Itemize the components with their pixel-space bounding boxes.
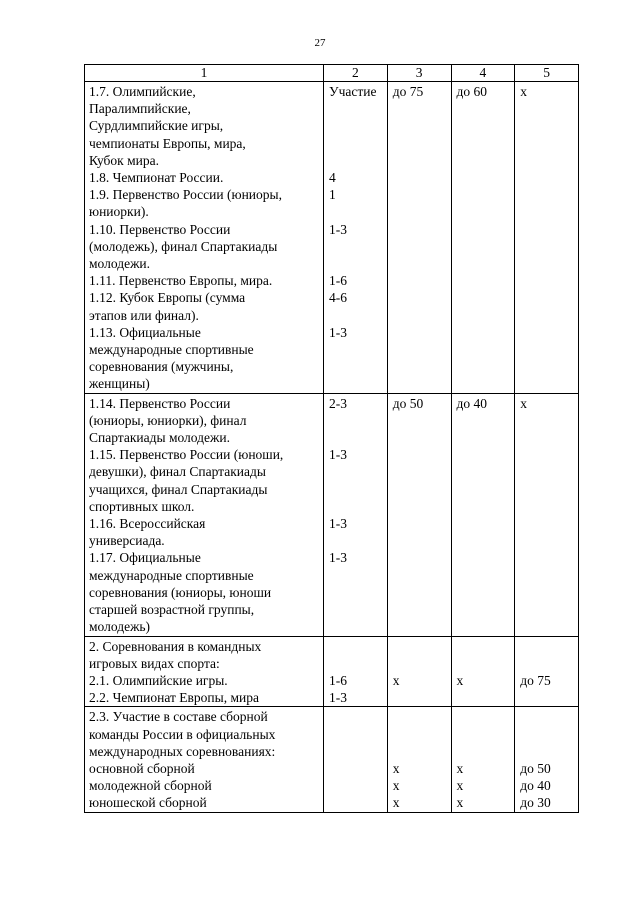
cell-line: команды России в официальных: [89, 726, 276, 742]
table-cell-col2: [324, 82, 388, 394]
cell-line: девушки), финал Спартакиады: [89, 464, 266, 480]
cell-line: женщины): [89, 376, 150, 392]
cell-line: [328, 117, 383, 134]
cell-line: 1.15. Первенство России (юноши,: [89, 447, 284, 463]
cell-line: универсиада.: [89, 533, 165, 549]
cell-line: 1-3: [329, 550, 348, 566]
cell-line: игровых видах спорта:: [89, 655, 220, 671]
table-cell-col3: [387, 636, 451, 707]
cell-line: [519, 726, 574, 743]
cell-line: [392, 743, 447, 760]
cell-line: молодежной сборной: [89, 778, 212, 794]
table-row: [85, 707, 579, 812]
cell-line: основной сборной: [89, 760, 195, 776]
cell-line: [328, 152, 383, 169]
table-cell-col1: [85, 636, 324, 707]
cell-line: 1.7. Олимпийские,: [89, 84, 196, 99]
cell-line: x: [392, 795, 400, 811]
cell-line: учащихся, финал Спартакиады: [89, 481, 268, 497]
cell-line: 1-3: [329, 324, 348, 340]
cell-line: до 40: [456, 395, 487, 411]
table-row: [85, 636, 579, 707]
cell-line: Кубок мира.: [89, 152, 159, 168]
table-cell-col4: [451, 82, 515, 394]
cell-line: x: [520, 84, 527, 99]
cell-line: до 40: [520, 778, 551, 794]
cell-line: (молодежь), финал Спартакиады: [89, 238, 278, 254]
table-cell-col4: [451, 393, 515, 636]
cell-line: [456, 708, 511, 725]
cell-line: чемпионаты Европы, мира,: [89, 135, 246, 151]
cell-line: 1-3: [329, 516, 348, 531]
cell-line: юниорки).: [89, 204, 149, 220]
table-cell-col3: [387, 82, 451, 394]
header-cell-5: 5: [515, 65, 579, 82]
cell-line: соревнования (мужчины,: [89, 359, 234, 375]
cell-line: [328, 567, 383, 584]
cell-line: спортивных школ.: [89, 498, 195, 514]
cell-line: 4: [329, 169, 336, 185]
cell-line: [328, 655, 383, 672]
cell-line: 1-6: [329, 672, 348, 688]
header-cell-3: 3: [387, 65, 451, 82]
cell-line: [328, 498, 383, 515]
cell-line: [328, 135, 383, 152]
table-cell-col5: [515, 393, 579, 636]
cell-line: 1.13. Официальные: [89, 324, 201, 340]
cell-line: [519, 708, 574, 725]
table-cell-col4: [451, 636, 515, 707]
cell-line: молодежь): [89, 619, 151, 635]
cell-line: x: [392, 672, 400, 688]
cell-line: Паралимпийские,: [89, 101, 191, 117]
cell-line: [328, 238, 383, 255]
cell-line: 4-6: [329, 290, 348, 306]
cell-line: 2.3. Участие в составе сборной: [89, 709, 268, 725]
cell-line: до 75: [520, 672, 551, 688]
page-number: 27: [314, 37, 326, 49]
cell-line: [328, 429, 383, 446]
cell-line: 1.9. Первенство России (юниоры,: [89, 187, 282, 203]
cell-line: этапов или финал).: [89, 307, 199, 323]
table-cell-col5: [515, 82, 579, 394]
cell-line: 2. Соревнования в командных: [89, 638, 262, 654]
cell-line: международных соревнованиях:: [89, 743, 276, 759]
table-cell-col1: [85, 82, 324, 394]
table-cell-col3: [387, 707, 451, 812]
header-row: [85, 65, 579, 82]
table-cell-col2: [324, 393, 388, 636]
cell-line: x: [392, 760, 400, 776]
cell-line: Спартакиады молодежи.: [89, 430, 230, 446]
cell-line: [519, 638, 574, 655]
cell-line: старшей возрастной группы,: [89, 602, 255, 618]
cell-line: x: [456, 672, 464, 688]
cell-line: [328, 255, 383, 272]
criteria-table: [84, 64, 579, 813]
header-cell-2: 2: [324, 65, 388, 82]
cell-line: 1.11. Первенство Европы, мира.: [89, 273, 273, 289]
cell-line: [328, 601, 383, 618]
cell-line: [328, 307, 383, 324]
table-cell-col5: [515, 636, 579, 707]
cell-line: x: [456, 778, 464, 794]
cell-line: [328, 463, 383, 480]
cell-line: до 30: [520, 795, 551, 811]
cell-line: 1-6: [329, 273, 348, 289]
table-cell-col1: [85, 393, 324, 636]
cell-line: международные спортивные: [89, 567, 254, 583]
cell-line: [328, 100, 383, 117]
cell-line: [328, 203, 383, 220]
cell-line: [392, 726, 447, 743]
cell-line: [328, 341, 383, 358]
cell-line: 1-3: [329, 447, 348, 463]
cell-line: до 75: [392, 84, 424, 99]
cell-line: [328, 375, 383, 392]
cell-line: [328, 618, 383, 635]
cell-line: [328, 412, 383, 429]
cell-line: 1.12. Кубок Европы (сумма: [89, 290, 246, 306]
cell-line: 1-3: [329, 221, 348, 237]
cell-line: [456, 726, 511, 743]
table-cell-col4: [451, 707, 515, 812]
cell-line: [392, 708, 447, 725]
table-cell-col3: [387, 393, 451, 636]
header-cell-1: 1: [85, 65, 324, 82]
cell-line: 1.10. Первенство России: [89, 221, 231, 237]
cell-line: [456, 655, 511, 672]
cell-line: [456, 638, 511, 655]
cell-line: Сурдлимпийские игры,: [89, 118, 224, 134]
cell-line: 1.16. Всероссийская: [89, 516, 206, 532]
cell-line: [519, 743, 574, 760]
cell-line: Участие: [329, 84, 377, 99]
cell-line: x: [520, 395, 527, 411]
cell-line: [328, 584, 383, 601]
table-cell-col1: [85, 707, 324, 812]
table-cell-col2: [324, 707, 388, 812]
cell-line: [392, 655, 447, 672]
table-cell-col2: [324, 636, 388, 707]
cell-line: юношеской сборной: [89, 795, 207, 811]
cell-line: соревнования (юниоры, юноши: [89, 584, 272, 600]
cell-line: x: [456, 795, 464, 811]
cell-line: до 50: [520, 760, 551, 776]
cell-line: 1: [329, 187, 336, 203]
table-row: [85, 393, 579, 636]
cell-line: [328, 481, 383, 498]
cell-line: 2.2. Чемпионат Европы, мира: [89, 690, 259, 706]
cell-line: [328, 358, 383, 375]
cell-line: [328, 532, 383, 549]
cell-line: x: [456, 760, 464, 776]
cell-line: [392, 638, 447, 655]
cell-line: до 60: [456, 84, 487, 99]
cell-line: 1.14. Первенство России: [89, 395, 231, 411]
header-cell-4: 4: [451, 65, 515, 82]
cell-line: 2.1. Олимпийские игры.: [89, 672, 228, 688]
cell-line: (юниоры, юниорки), финал: [89, 412, 247, 428]
cell-line: 1.17. Официальные: [89, 550, 201, 566]
cell-line: 1-3: [329, 690, 348, 706]
cell-line: 1.8. Чемпионат России.: [89, 170, 224, 186]
table-cell-col5: [515, 707, 579, 812]
cell-line: [519, 655, 574, 672]
table-row: [85, 82, 579, 394]
cell-line: [456, 743, 511, 760]
cell-line: молодежи.: [89, 256, 151, 272]
cell-line: x: [392, 778, 400, 794]
cell-line: [328, 638, 383, 655]
cell-line: международные спортивные: [89, 342, 254, 358]
cell-line: 2-3: [329, 395, 348, 411]
cell-line: до 50: [392, 395, 424, 411]
